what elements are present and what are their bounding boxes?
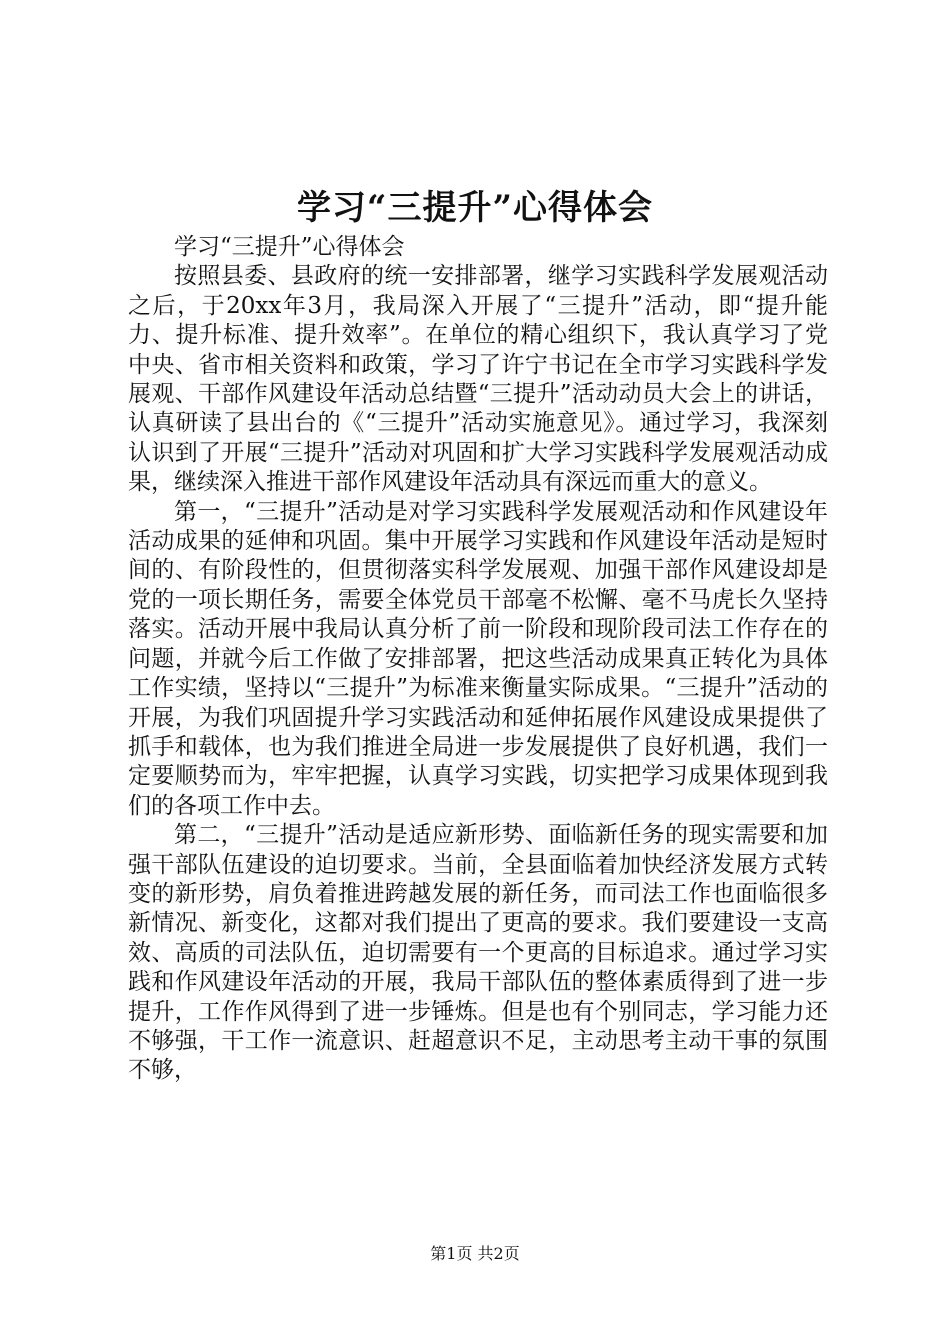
point-two-paragraph: 第二，“三提升”活动是适应新形势、面临新任务的现实需要和加强干部队伍建设的迫切要求。当前，全县面临着加快经济发展方式转变的新形势，肩负着推进跨越发展的新任务，而司法工作也面临很多新情况、新变化，这都对我们提出了更高的要求。我们要建设一支高效、高质的司法队伍，迫切需要有一个更高的目标追求。通过学习实践和作风建设年活动的开展，我局干部队伍的整体素质得到了进一步提升，工作作风得到了进一步锤炼。但是也有个别同志，学习能力还不够强，干工作一流意识、赶超意识不足，主动思考主动干事的氛围不够， (128, 822, 828, 1084)
page-number-footer: 第1页 共2页 (430, 1244, 520, 1263)
document-title: 学习“三提升”心得体会 (296, 188, 654, 228)
subtitle-paragraph: 学习“三提升”心得体会 (174, 234, 405, 260)
document-body (128, 233, 828, 1086)
point-one-paragraph: 第一，“三提升”活动是对学习实践科学发展观活动和作风建设年活动成果的延伸和巩固。集中开展学习实践和作风建设年活动是短时间的、有阶段性的，但贯彻落实科学发展观、加强干部作风建设却是党的一项长期任务，需要全体党员干部毫不松懈、毫不马虎长久坚持落实。活动开展中我局认真分析了前一阶段和现阶段司法工作存在的问题，并就今后工作做了安排部署，把这些活动成果真正转化为具体工作实绩，坚持以“三提升”为标准来衡量实际成果。“三提升”活动的开展，为我们巩固提升学习实践活动和延伸拓展作风建设成果提供了抓手和载体，也为我们推进全局进一步发展提供了良好机遇，我们一定要顺势而为，牢牢把握，认真学习实践，切实把学习成果体现到我们的各项工作中去。 (128, 498, 828, 819)
intro-paragraph: 按照县委、县政府的统一安排部署，继学习实践科学发展观活动之后，于20xx年3月，我局深入开展了“三提升”活动，即“提升能力、提升标准、提升效率”。在单位的精心组织下，我认真学习了党中央、省市相关资料和政策，学习了许宁书记在全市学习实践科学发展观、干部作风建设年活动总结暨“三提升”活动动员大会上的讲话，认真研读了县出台的《“三提升”活动实施意见》。通过学习，我深刻认识到了开展“三提升”活动对巩固和扩大学习实践科学发展观活动成果，继续深入推进干部作风建设年活动具有深远而重大的意义。 (128, 263, 828, 496)
